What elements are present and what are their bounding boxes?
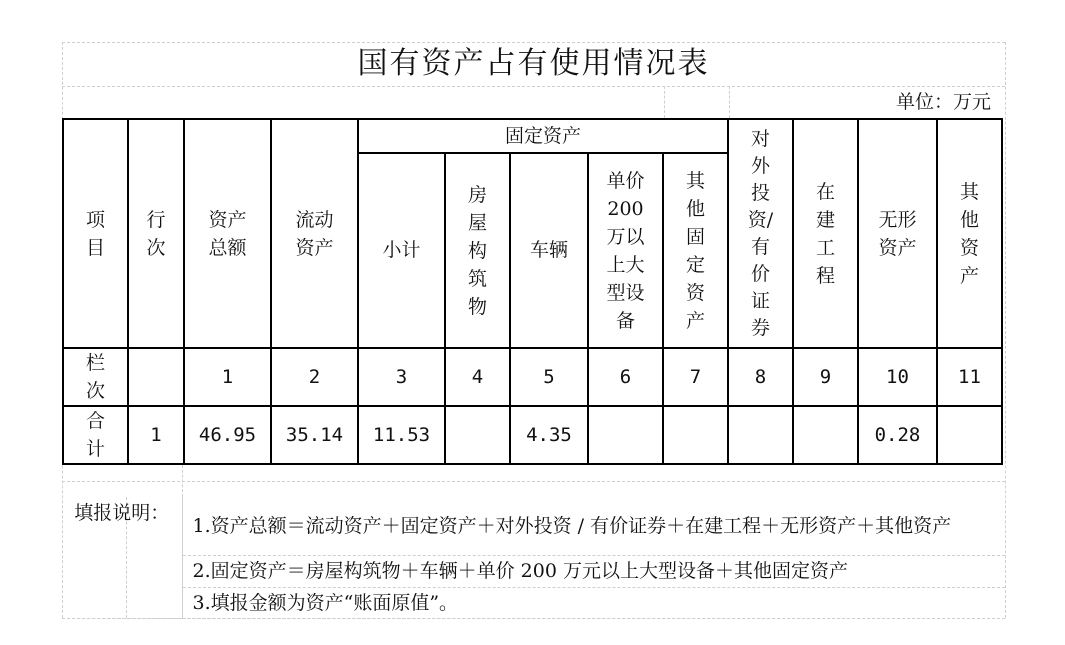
note-item: 2.固定资产＝房屋构筑物＋车辆＋单价 200 万元以上大型设备＋其他固定资产 <box>182 555 1005 587</box>
header-item: 项目 <box>63 119 128 348</box>
header-large-equipment: 单价200万以上大型设备 <box>588 153 663 348</box>
header-construction: 在建工程 <box>793 119 858 348</box>
header-intangible: 无形资产 <box>858 119 937 348</box>
total-row-label: 合计 <box>63 406 128 464</box>
asset-table <box>62 118 1003 465</box>
note-item: 3.填报金额为资产“账面原值”。 <box>182 587 1005 618</box>
vehicles-value: 4.35 <box>510 406 588 464</box>
column-number: 4 <box>445 348 510 406</box>
header-current-assets: 流动资产 <box>271 119 358 348</box>
page-title: 国有资产占有使用情况表 <box>357 46 710 81</box>
other-fixed-value <box>663 406 728 464</box>
header-buildings: 房屋构筑物 <box>445 153 510 348</box>
header-other-fixed: 其他固定资产 <box>663 153 728 348</box>
table-cell <box>128 348 184 406</box>
header-total-assets: 资产总额 <box>184 119 271 348</box>
column-number: 6 <box>588 348 663 406</box>
other-assets-value <box>937 406 1002 464</box>
buildings-value <box>445 406 510 464</box>
large-equipment-value <box>588 406 663 464</box>
header-fixed-assets: 固定资产 <box>358 119 728 153</box>
fixed-subtotal-value: 11.53 <box>358 406 445 464</box>
header-investments: 对外投资/有价证券 <box>728 119 793 348</box>
column-number: 8 <box>728 348 793 406</box>
gridline <box>664 86 665 118</box>
header-subtotal: 小计 <box>358 153 445 348</box>
column-number-row <box>63 348 1002 406</box>
gridline <box>1005 42 1006 618</box>
note-item: 1.资产总额＝流动资产＋固定资产＋对外投资 / 有价证券＋在建工程＋无形资产＋其他资产 <box>182 497 1005 555</box>
column-number: 5 <box>510 348 588 406</box>
total-assets-value: 46.95 <box>184 406 271 464</box>
column-number: 10 <box>858 348 937 406</box>
header-other-assets: 其他资产 <box>937 119 1002 348</box>
intangible-value: 0.28 <box>858 406 937 464</box>
unit-label: 单位：万元 <box>895 91 991 113</box>
gridline <box>182 465 183 497</box>
total-row-no: 1 <box>128 406 184 464</box>
column-row-label: 栏次 <box>63 348 128 406</box>
header-row-no: 行次 <box>128 119 184 348</box>
investments-value <box>728 406 793 464</box>
construction-value <box>793 406 858 464</box>
notes-table <box>62 497 1005 619</box>
current-assets-value: 35.14 <box>271 406 358 464</box>
column-number: 7 <box>663 348 728 406</box>
column-number: 11 <box>937 348 1002 406</box>
total-row <box>63 406 1002 464</box>
column-number: 3 <box>358 348 445 406</box>
header-vehicles: 车辆 <box>510 153 588 348</box>
column-number: 2 <box>271 348 358 406</box>
column-number: 9 <box>793 348 858 406</box>
notes-label: 填报说明： <box>62 497 182 618</box>
gridline <box>62 481 1005 482</box>
column-number: 1 <box>184 348 271 406</box>
